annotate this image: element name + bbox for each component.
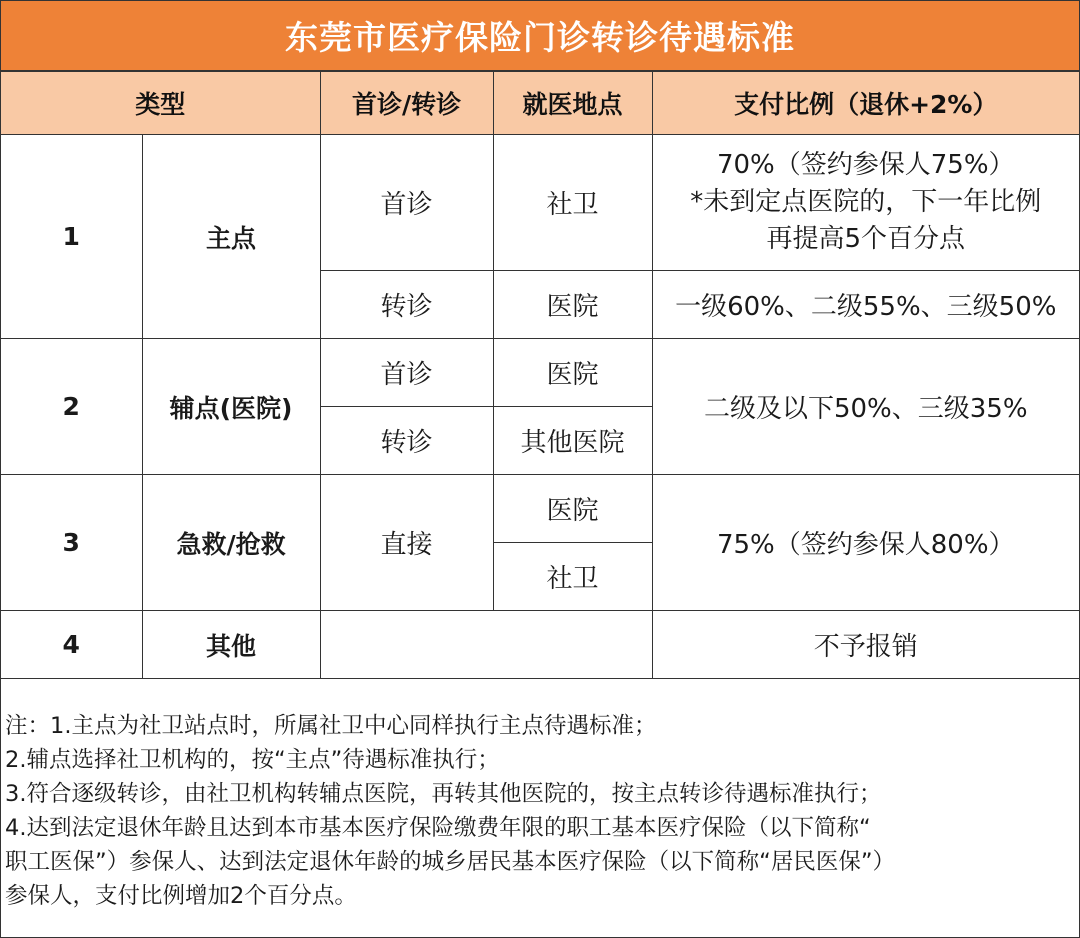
- note-line: 参保人，支付比例增加2个百分点。: [5, 883, 357, 909]
- table-row: [1, 339, 1079, 407]
- visit-cell: 直接: [320, 475, 493, 611]
- note-line: 注：1.主点为社卫站点时，所属社卫中心同样执行主点待遇标准；: [5, 713, 657, 739]
- page-title: 东莞市医疗保险门诊转诊待遇标准: [1, 1, 1079, 71]
- table-row: [1, 475, 1079, 543]
- ratio-cell: 二级及以下50%、三级35%: [652, 339, 1079, 475]
- row-type: 其他: [142, 611, 320, 679]
- visit-cell: 首诊: [320, 135, 493, 271]
- row-number: 2: [1, 339, 142, 475]
- note-line: 2.辅点选择社卫机构的，按“主点”待遇标准执行；: [5, 747, 500, 773]
- header-ratio: 支付比例（退休+2%）: [652, 72, 1079, 135]
- visit-cell: [320, 611, 652, 679]
- location-cell: 其他医院: [493, 407, 652, 475]
- location-cell: 医院: [493, 475, 652, 543]
- note-line: 3.符合逐级转诊，由社卫机构转辅点医院，再转其他医院的，按主点转诊待遇标准执行；: [5, 781, 882, 807]
- header-location: 就医地点: [493, 72, 652, 135]
- table-row: [1, 611, 1079, 679]
- ratio-cell: 75%（签约参保人80%）: [652, 475, 1079, 611]
- row-number: 3: [1, 475, 142, 611]
- ratio-line: *未到定点医院的，下一年比例: [690, 187, 1042, 217]
- benefit-table: [1, 71, 1079, 679]
- ratio-cell: 不予报销: [652, 611, 1079, 679]
- row-number: 4: [1, 611, 142, 679]
- location-cell: 医院: [493, 339, 652, 407]
- note-line: 职工医保”）参保人、达到法定退休年龄的城乡居民基本医疗保险（以下简称“居民医保”）: [5, 849, 895, 875]
- location-cell: 社卫: [493, 135, 652, 271]
- visit-cell: 首诊: [320, 339, 493, 407]
- notes-section: [1, 678, 1075, 936]
- row-type: 急救/抢救: [142, 475, 320, 611]
- row-type: 主点: [142, 135, 320, 339]
- header-visit: 首诊/转诊: [320, 72, 493, 135]
- table-header-row: [1, 72, 1079, 135]
- visit-cell: 转诊: [320, 407, 493, 475]
- ratio-line: 再提高5个百分点: [766, 224, 966, 254]
- location-cell: 医院: [493, 271, 652, 339]
- ratio-cell: [652, 135, 1079, 271]
- row-number: 1: [1, 135, 142, 339]
- location-cell: 社卫: [493, 543, 652, 611]
- ratio-cell: 一级60%、二级55%、三级50%: [652, 271, 1079, 339]
- header-type: 类型: [1, 72, 320, 135]
- ratio-line: 70%（签约参保人75%）: [716, 150, 1015, 180]
- note-line: 4.达到法定退休年龄且达到本市基本医疗保险缴费年限的职工基本医疗保险（以下简称“: [5, 815, 871, 841]
- row-type: 辅点(医院): [142, 339, 320, 475]
- table-row: [1, 135, 1079, 271]
- visit-cell: 转诊: [320, 271, 493, 339]
